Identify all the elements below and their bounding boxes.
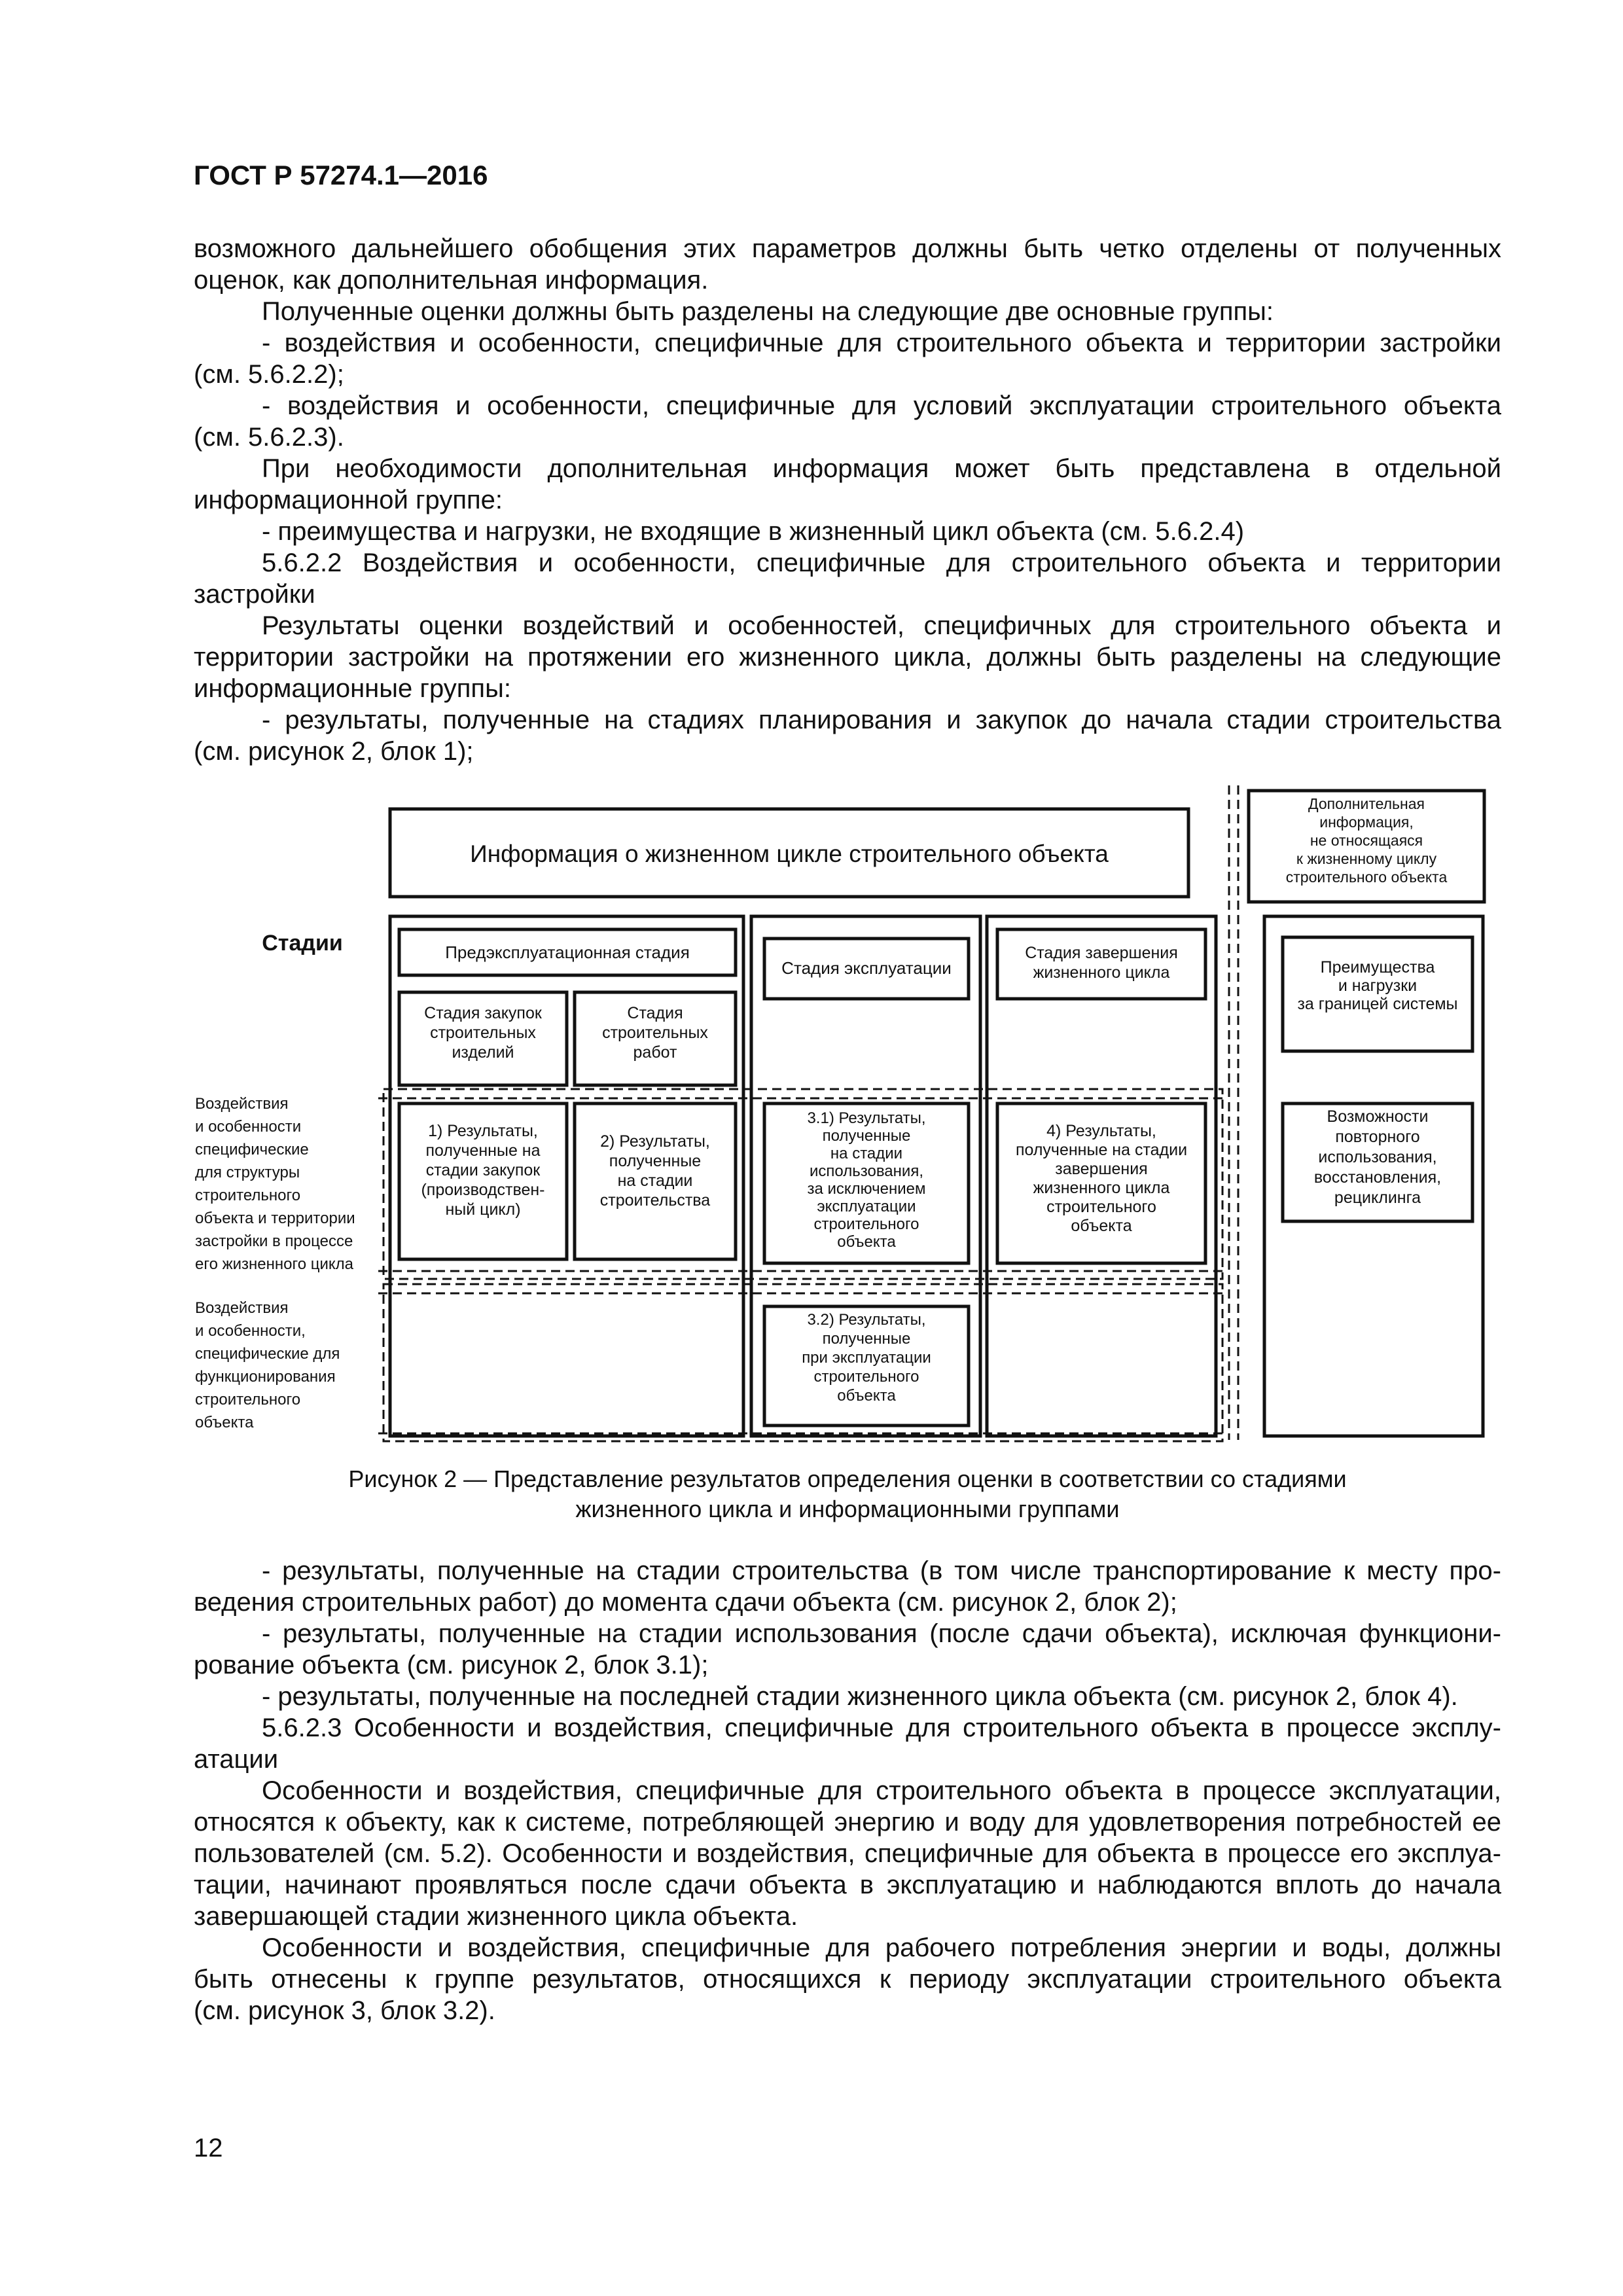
text-line: (см. 5.6.2.2); [194,360,344,389]
text-line: быть отнесены к группе результатов, относящихся к периоду эксплуатации строительного объекта [194,1965,1501,1994]
label-line: для структуры [195,1164,300,1181]
text-line: (см. рисунок 2, блок 1); [194,737,474,766]
text-line: (см. рисунок 3, блок 3.2). [194,1996,495,2025]
diagram-title: Информация о жизненном цикле строительного объекта [470,840,1109,867]
label-line: не относящаяся [1310,832,1423,849]
label-line: полученные [822,1127,911,1145]
label-line: ный цикл) [445,1200,521,1219]
text-line: - воздействия и особенности, специфичные для условий эксплуатации строительного объекта [262,391,1501,420]
label-line: за границей системы [1297,995,1458,1013]
label-line: Дополнительная [1308,795,1425,812]
text-line: Особенности и воздействия, специфичные для строительного объекта в процессе эксплуатации, [262,1776,1501,1805]
extra-info-label [1286,795,1448,886]
label-line: объекта и территории [195,1210,355,1227]
label-line: 3.1) Результаты, [807,1109,926,1127]
label-line: повторного [1335,1128,1420,1146]
text-line: ведения строительных работ) до момента сдачи объекта (см. рисунок 2, блок 2); [194,1588,1177,1617]
stages-label: Стадии [262,931,343,956]
paragraph [194,1932,1501,2026]
label-line: и особенности, [195,1322,306,1340]
label-line: строительного [195,1391,301,1408]
label-line: полученные на [425,1141,541,1160]
text-line: информационные группы: [194,674,511,703]
text-line: возможного дальнейшего обобщения этих параметров должны быть четко отделены от полученных [194,234,1501,263]
label-line: завершения [1055,1160,1148,1178]
text-line: завершающей стадии жизненного цикла объекта. [194,1902,798,1931]
caption-line: Рисунок 2 — Представление результатов определения оценки в соответствии со стадиями [348,1465,1347,1492]
text-line: оценок, как дополнительная информация. [194,266,709,295]
benefits-label [1297,958,1457,1013]
end-of-life-stage-label [1025,944,1178,982]
label-line: полученные на стадии [1015,1141,1188,1159]
label-line: использования, [1318,1148,1437,1166]
label-line: его жизненного цикла [195,1255,354,1273]
text-line: - результаты, полученные на стадии строительства (в том числе транспортирование к месту про- [262,1556,1501,1585]
label-line: Стадия закупок [424,1004,542,1022]
block-2-label [600,1132,711,1210]
label-line: Стадия [627,1004,683,1022]
group-2-label [195,1299,340,1431]
label-line: информация, [1319,814,1414,831]
section-heading [194,1712,1501,1775]
text-line: 5.6.2.3 Особенности и воздействия, специфичные для строительного объекта в процессе эксплу- [262,1713,1501,1742]
label-line: объекта [837,1233,896,1251]
label-line: изделий [452,1043,514,1062]
label-line: 1) Результаты, [428,1122,538,1140]
block-3-2-label [802,1311,931,1405]
text-line: 5.6.2.2 Воздействия и особенности, специфичные для строительного объекта и территории [262,548,1501,577]
label-line: рециклинга [1334,1189,1421,1207]
text-line: - результаты, полученные на последней стадии жизненного цикла объекта (см. рисунок 2, блок 4). [262,1682,1458,1711]
label-line: застройки в процессе [195,1232,353,1250]
label-line: объекта [837,1387,896,1405]
text-line: относятся к объекту, как к системе, потребляющей энергию и воду для удовлетворения потребностей ее [194,1808,1501,1837]
group-1-label [195,1095,355,1273]
label-line: использования, [810,1162,923,1180]
label-line: строительного объекта [1285,869,1448,886]
text-line: территории застройки на протяжении его жизненного цикла, должны быть разделены на следующие [194,643,1501,672]
label-line: восстановления, [1313,1168,1442,1187]
label-line: эксплуатации [817,1198,916,1215]
label-line: Стадия завершения [1025,944,1178,962]
label-line: и особенности [195,1118,302,1136]
reuse-label [1314,1107,1441,1207]
label-line: 3.2) Результаты, [807,1311,926,1329]
list-item [194,1681,1501,1712]
label-line: жизненного цикла [1033,963,1170,982]
label-line: Воздействия [195,1299,289,1317]
label-line: при эксплуатации [802,1349,931,1367]
label-line: за исключением [807,1180,926,1198]
label-line: строительного [195,1187,301,1204]
block-1-label [421,1122,544,1219]
label-line: на стадии [830,1145,903,1162]
label-line: строительных [430,1024,536,1042]
label-line: строительных [602,1024,708,1042]
label-line: строительного [813,1215,919,1233]
pre-operational-label: Предэксплуатационная стадия [445,942,690,962]
text-line: пользователей (см. 5.2). Особенности и воздействия, специфичные для объекта в процессе его эксплуа- [194,1839,1501,1868]
text-line: - воздействия и особенности, специфичные для строительного объекта и территории застройки [262,329,1501,357]
label-line: полученные [822,1330,911,1348]
text-line: атации [194,1745,279,1774]
label-line: специфические [195,1141,309,1158]
text-line: застройки [194,580,315,609]
text-line: рование объекта (см. рисунок 2, блок 3.1); [194,1651,709,1679]
label-line: Преимущества [1320,958,1435,977]
label-line: к жизненному циклу [1296,850,1437,867]
label-line: строительного [1046,1198,1156,1216]
text-line: - результаты, полученные на стадии использования (после сдачи объекта), исключая функциони- [262,1619,1501,1648]
label-line: Возможности [1327,1107,1429,1126]
list-item [194,1555,1501,1618]
text-line: Результаты оценки воздействий и особенностей, специфичных для строительного объекта и [262,611,1501,640]
operation-stage-label: Стадия эксплуатации [781,958,952,978]
page-number: 12 [194,2134,223,2162]
label-line: объекта [195,1414,254,1431]
label-line: объекта [1071,1217,1132,1235]
text-line: При необходимости дополнительная информация может быть представлена в отдельной [262,454,1501,483]
label-line: на стадии [617,1172,693,1190]
label-line: полученные [609,1152,702,1170]
block-3-1-label [807,1109,925,1251]
label-line: жизненного цикла [1033,1179,1170,1197]
text-line: - результаты, полученные на стадиях планирования и закупок до начала стадии строительства [262,706,1501,734]
label-line: (производствен- [421,1181,545,1199]
label-line: и нагрузки [1338,977,1418,995]
text-line: Особенности и воздействия, специфичные для рабочего потребления энергии и воды, должны [262,1933,1501,1962]
caption-line: жизненного цикла и информационными группами [575,1496,1120,1522]
label-line: 4) Результаты, [1046,1122,1156,1140]
list-item [194,1618,1501,1681]
label-line: стадии закупок [425,1161,541,1179]
document-header: ГОСТ Р 57274.1—2016 [194,160,488,190]
label-line: строительства [599,1191,711,1210]
label-line: 2) Результаты, [600,1132,710,1151]
text-line: информационной группе: [194,486,503,514]
text-line: (см. 5.6.2.3). [194,423,344,452]
procurement-stage-label [424,1004,543,1062]
text-line: Полученные оценки должны быть разделены на следующие две основные группы: [262,297,1274,326]
block-4-label [1016,1122,1187,1235]
text-line: - преимущества и нагрузки, не входящие в жизненный цикл объекта (см. 5.6.2.4) [262,517,1245,546]
label-line: Воздействия [195,1095,289,1113]
label-line: строительного [813,1368,919,1386]
label-line: работ [633,1043,677,1062]
paragraph [194,1775,1501,1932]
construction-stage-label [602,1004,708,1062]
label-line: функционирования [195,1368,336,1386]
text-line: тации, начинают проявляться после сдачи объекта в эксплуатацию и наблюдаются вплоть до начала [194,1871,1501,1899]
label-line: специфические для [195,1345,340,1363]
